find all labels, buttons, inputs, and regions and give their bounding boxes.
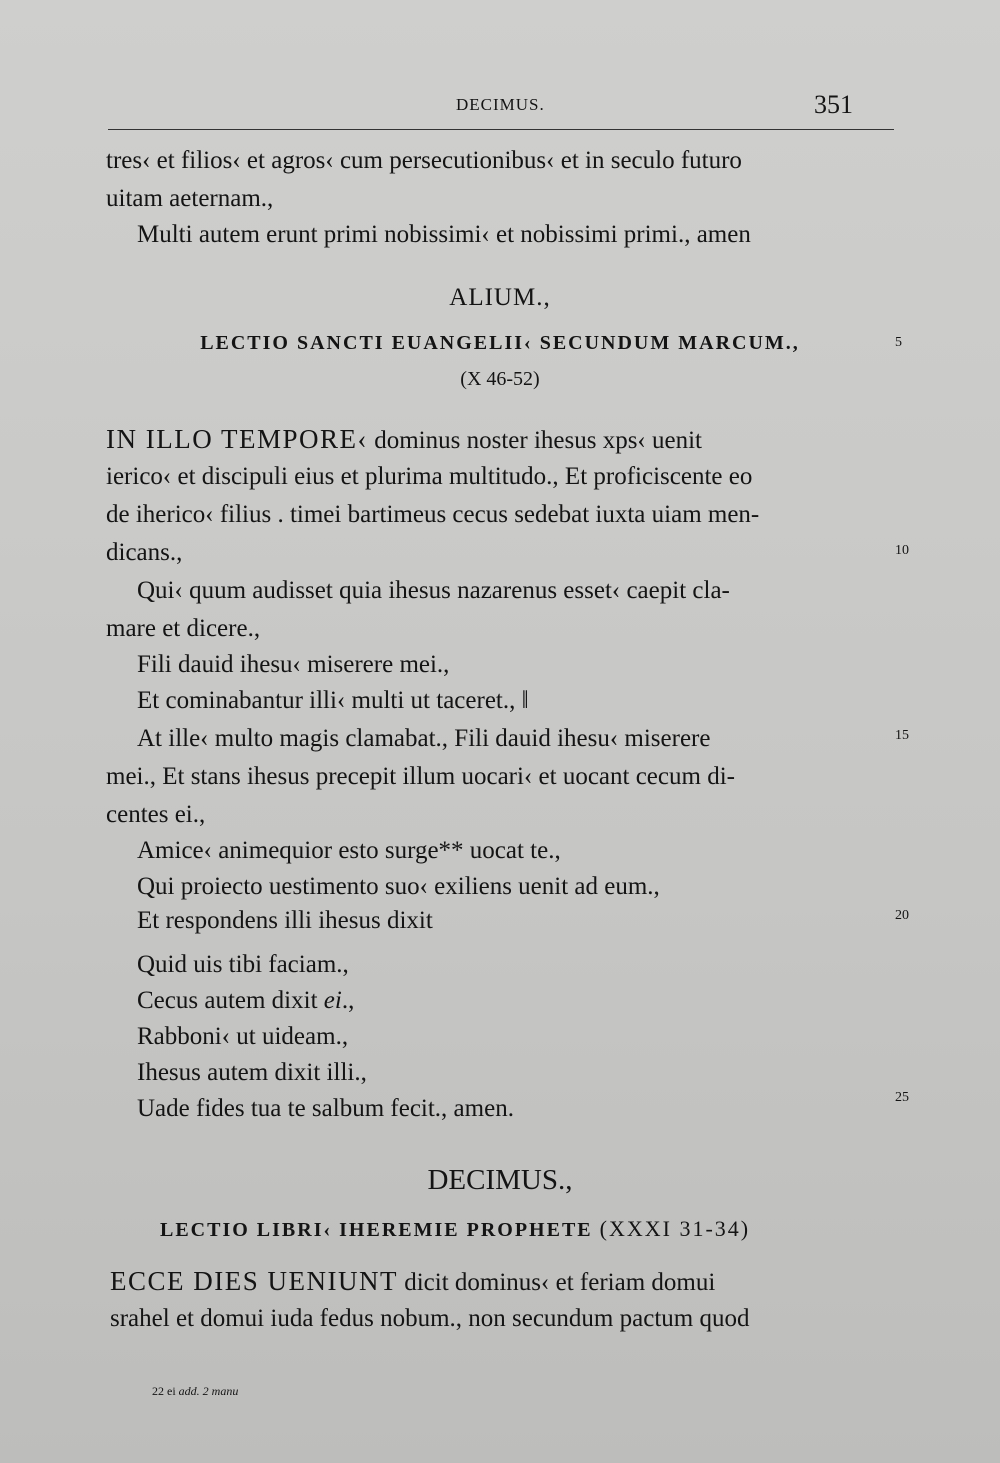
text-segment: Cecus autem dixit: [137, 987, 324, 1014]
footnote-ref: 22 ei: [152, 1384, 179, 1398]
text-line: uitam aeternam.,: [106, 185, 274, 212]
text-line: Uade fides tua te salbum fecit., amen.: [137, 1095, 514, 1122]
header-rule: [108, 129, 894, 130]
footnote: [152, 1384, 238, 1399]
scripture-reference: (XXXI 31-34): [599, 1216, 751, 1241]
line-number: 5: [895, 335, 902, 350]
text-line: Et respondens illi ihesus dixit: [137, 907, 433, 934]
text-line: Ihesus autem dixit illi.,: [137, 1059, 367, 1086]
text-line: mare et dicere.,: [106, 615, 261, 642]
text-line: [137, 986, 354, 1016]
text-line: Rabboni‹ ut uideam.,: [137, 1023, 349, 1050]
text-segment: dicit dominus‹ et feriam domui: [397, 1269, 716, 1296]
page-number: 351: [814, 90, 853, 119]
text-line: Multi autem erunt primi nobissimi‹ et nobissimi primi., amen: [137, 221, 751, 248]
text-line: At ille‹ multo magis clamabat., Fili dauid ihesu‹ miserere: [137, 725, 711, 752]
text-line: Et cominabantur illi‹ multi ut taceret., ‖: [137, 687, 529, 714]
text-line: [110, 1266, 715, 1298]
line-number: 25: [895, 1090, 909, 1105]
text-line: centes ei.,: [106, 801, 206, 828]
text-line: srahel et domui iuda fedus nobum., non secundum pactum quod: [110, 1305, 750, 1332]
section-heading-lectio: LECTIO SANCTI EUANGELII‹ SECUNDUM MARCUM.,: [200, 332, 800, 354]
line-number: 15: [895, 728, 909, 743]
text-line: ierico‹ et discipuli eius et plurima multitudo., Et proficiscente eo: [106, 463, 753, 490]
section-heading-alium: ALIUM.,: [449, 284, 551, 311]
footnote-note: add. 2 manu: [178, 1384, 239, 1398]
text-line: Fili dauid ihesu‹ miserere mei.,: [137, 651, 450, 678]
incipit-caps: ECCE DIES UENIUNT: [110, 1266, 398, 1296]
text-line: Qui‹ quum audisset quia ihesus nazarenus esset‹ caepit cla-: [137, 577, 730, 604]
text-line: mei., Et stans ihesus precepit illum uocari‹ et uocant cecum di-: [106, 763, 735, 790]
text-line: tres‹ et filios‹ et agros‹ cum persecutionibus‹ et in seculo futuro: [106, 147, 742, 174]
text-segment: .,: [341, 987, 355, 1014]
scripture-reference: (X 46-52): [460, 368, 540, 390]
text-line: [106, 424, 702, 456]
text-line: Quid uis tibi faciam.,: [137, 951, 349, 978]
running-title: DECIMUS.: [456, 95, 545, 114]
section-heading-decimus: DECIMUS.,: [427, 1164, 573, 1196]
text-line: dicans.,: [106, 539, 183, 566]
text-line: de iherico‹ filius . timei bartimeus cecus sedebat iuxta uiam men-: [106, 501, 760, 528]
text-segment: dominus noster ihesus xps‹ uenit: [367, 427, 702, 454]
line-number: 10: [895, 543, 909, 558]
line-number: 20: [895, 908, 909, 923]
section-heading-lectio-libri: [160, 1216, 750, 1242]
incipit-caps: IN ILLO TEMPORE‹: [106, 424, 368, 454]
italic-addition: ei: [323, 987, 342, 1014]
heading-text: LECTIO LIBRI‹ IHEREMIE PROPHETE: [160, 1219, 593, 1241]
text-line: Amice‹ animequior esto surge** uocat te.,: [137, 837, 561, 864]
text-line: Qui proiecto uestimento suo‹ exiliens uenit ad eum.,: [137, 873, 660, 900]
